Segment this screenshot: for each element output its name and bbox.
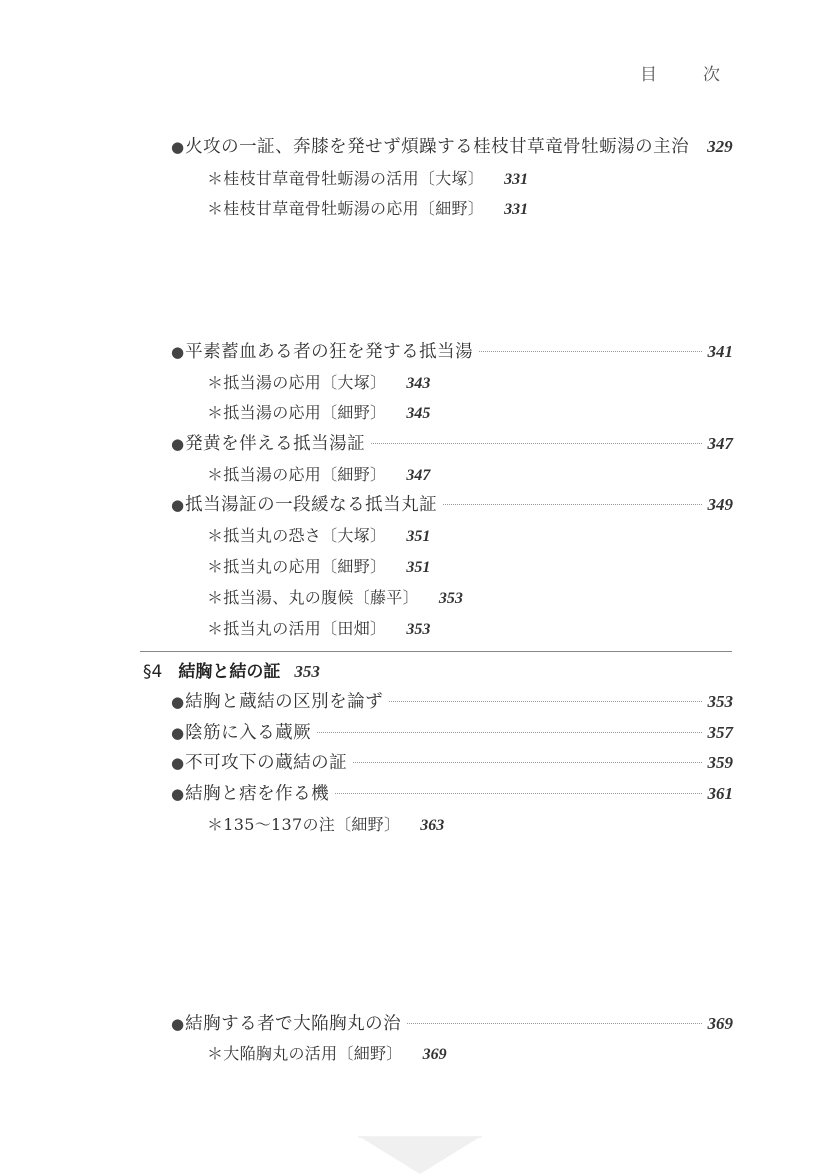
bullet-icon: ● [171, 496, 185, 514]
toc-subentry-page: 345 [406, 405, 431, 422]
bullet-icon: ● [171, 138, 185, 156]
toc-subentry[interactable] [207, 616, 430, 639]
toc-entry[interactable] [171, 430, 733, 455]
toc-subentry-label: ＊抵当湯の応用〔細野〕 [207, 403, 387, 422]
bullet-icon: ● [171, 435, 185, 453]
toc-entry-page: 349 [707, 495, 733, 514]
header-char-2: 次 [703, 65, 720, 85]
toc-entry-label: 不可攻下の蔵結の証 [185, 753, 348, 773]
toc-subentry[interactable] [207, 585, 463, 608]
bullet-icon: ● [171, 343, 185, 361]
toc-subentry[interactable] [207, 462, 430, 485]
toc-subentry-label: ＊135〜137の注〔細野〕 [207, 815, 401, 834]
toc-subentry-page: 331 [504, 201, 529, 218]
section-number: §4 [143, 662, 163, 682]
toc-entry[interactable] [171, 338, 733, 363]
toc-entry-label: 発黄を伴える抵当湯証 [185, 434, 366, 454]
section-page: 353 [294, 662, 320, 681]
toc-entry-page: 361 [707, 784, 733, 803]
toc-entry[interactable] [171, 749, 733, 774]
toc-entry-label: 陰筋に入る蔵厥 [185, 723, 312, 743]
bullet-icon: ● [171, 785, 185, 803]
toc-subentry-label: ＊抵当丸の応用〔細野〕 [207, 557, 387, 576]
toc-subentry-label: ＊抵当丸の恐さ〔大塚〕 [207, 526, 387, 545]
toc-entry-page: 357 [707, 723, 733, 742]
toc-subentry[interactable] [207, 400, 430, 423]
dot-leader [371, 443, 701, 444]
dot-leader [479, 351, 701, 352]
toc-subentry-page: 351 [406, 528, 431, 545]
toc-entry-page: 329 [707, 137, 733, 156]
toc-entry[interactable] [171, 780, 733, 805]
toc-subentry-page: 363 [420, 817, 445, 834]
toc-subentry[interactable] [207, 523, 430, 546]
toc-entry-label: 結胸と痞を作る機 [185, 784, 330, 804]
toc-subentry[interactable] [207, 370, 430, 393]
toc-entry[interactable] [171, 719, 733, 744]
dot-leader [389, 701, 701, 702]
toc-subentry[interactable] [207, 554, 430, 577]
toc-entry-label: 火攻の一証、奔膝を発せず煩躁する桂枝甘草竜骨牡蛎湯の主治 [185, 137, 690, 157]
toc-subentry-page: 353 [438, 590, 463, 607]
toc-subentry-label: ＊抵当湯の応用〔大塚〕 [207, 373, 387, 392]
dot-leader [335, 793, 701, 794]
header-char-1: 目 [640, 65, 657, 85]
toc-subentry[interactable] [207, 166, 528, 189]
bullet-icon: ● [171, 1015, 185, 1033]
toc-subentry-label: ＊大陥胸丸の活用〔細野〕 [207, 1044, 403, 1063]
toc-subentry-page: 351 [406, 559, 431, 576]
toc-subentry-page: 343 [406, 375, 431, 392]
toc-subentry[interactable] [207, 1041, 447, 1064]
toc-entry-page: 341 [707, 342, 733, 361]
toc-entry[interactable] [171, 688, 733, 713]
toc-entry-page: 353 [707, 692, 733, 711]
toc-entry-label: 結胸する者で大陥胸丸の治 [185, 1014, 402, 1034]
toc-subentry-label: ＊抵当丸の活用〔田畑〕 [207, 619, 387, 638]
section-title: 結胸と結の証 [178, 662, 281, 682]
scan-shadow-triangle [360, 1137, 480, 1174]
toc-subentry-page: 353 [406, 621, 431, 638]
toc-subentry-label: ＊抵当湯、丸の腹候〔藤平〕 [207, 588, 419, 607]
toc-subentry-page: 369 [422, 1046, 447, 1063]
toc-subentry-label: ＊桂枝甘草竜骨牡蛎湯の応用〔細野〕 [207, 199, 485, 218]
toc-entry-page: 347 [707, 434, 733, 453]
toc-entry-label: 抵当湯証の一段緩なる抵当丸証 [185, 495, 438, 515]
toc-subentry-page: 331 [504, 171, 529, 188]
bullet-icon: ● [171, 724, 185, 742]
dot-leader [443, 504, 701, 505]
dot-leader [407, 1023, 701, 1024]
toc-subentry-page: 347 [406, 467, 431, 484]
bullet-icon: ● [171, 754, 185, 772]
section-divider [140, 651, 732, 652]
toc-entry[interactable] [171, 133, 733, 158]
bullet-icon: ● [171, 693, 185, 711]
toc-entry-page: 369 [707, 1014, 733, 1033]
toc-entry-label: 平素蓄血ある者の狂を発する抵当湯 [185, 342, 474, 362]
toc-subentry-label: ＊抵当湯の応用〔細野〕 [207, 465, 387, 484]
section-heading[interactable] [143, 657, 320, 682]
toc-entry[interactable] [171, 491, 733, 516]
toc-entry-label: 結胸と蔵結の区別を論ず [185, 692, 384, 712]
dot-leader [353, 762, 701, 763]
page-header-title [640, 60, 720, 85]
toc-subentry-label: ＊桂枝甘草竜骨牡蛎湯の活用〔大塚〕 [207, 169, 485, 188]
toc-entry-page: 359 [707, 753, 733, 772]
dot-leader [317, 732, 701, 733]
toc-subentry[interactable] [207, 812, 444, 835]
toc-subentry[interactable] [207, 196, 528, 219]
toc-entry[interactable] [171, 1010, 733, 1035]
